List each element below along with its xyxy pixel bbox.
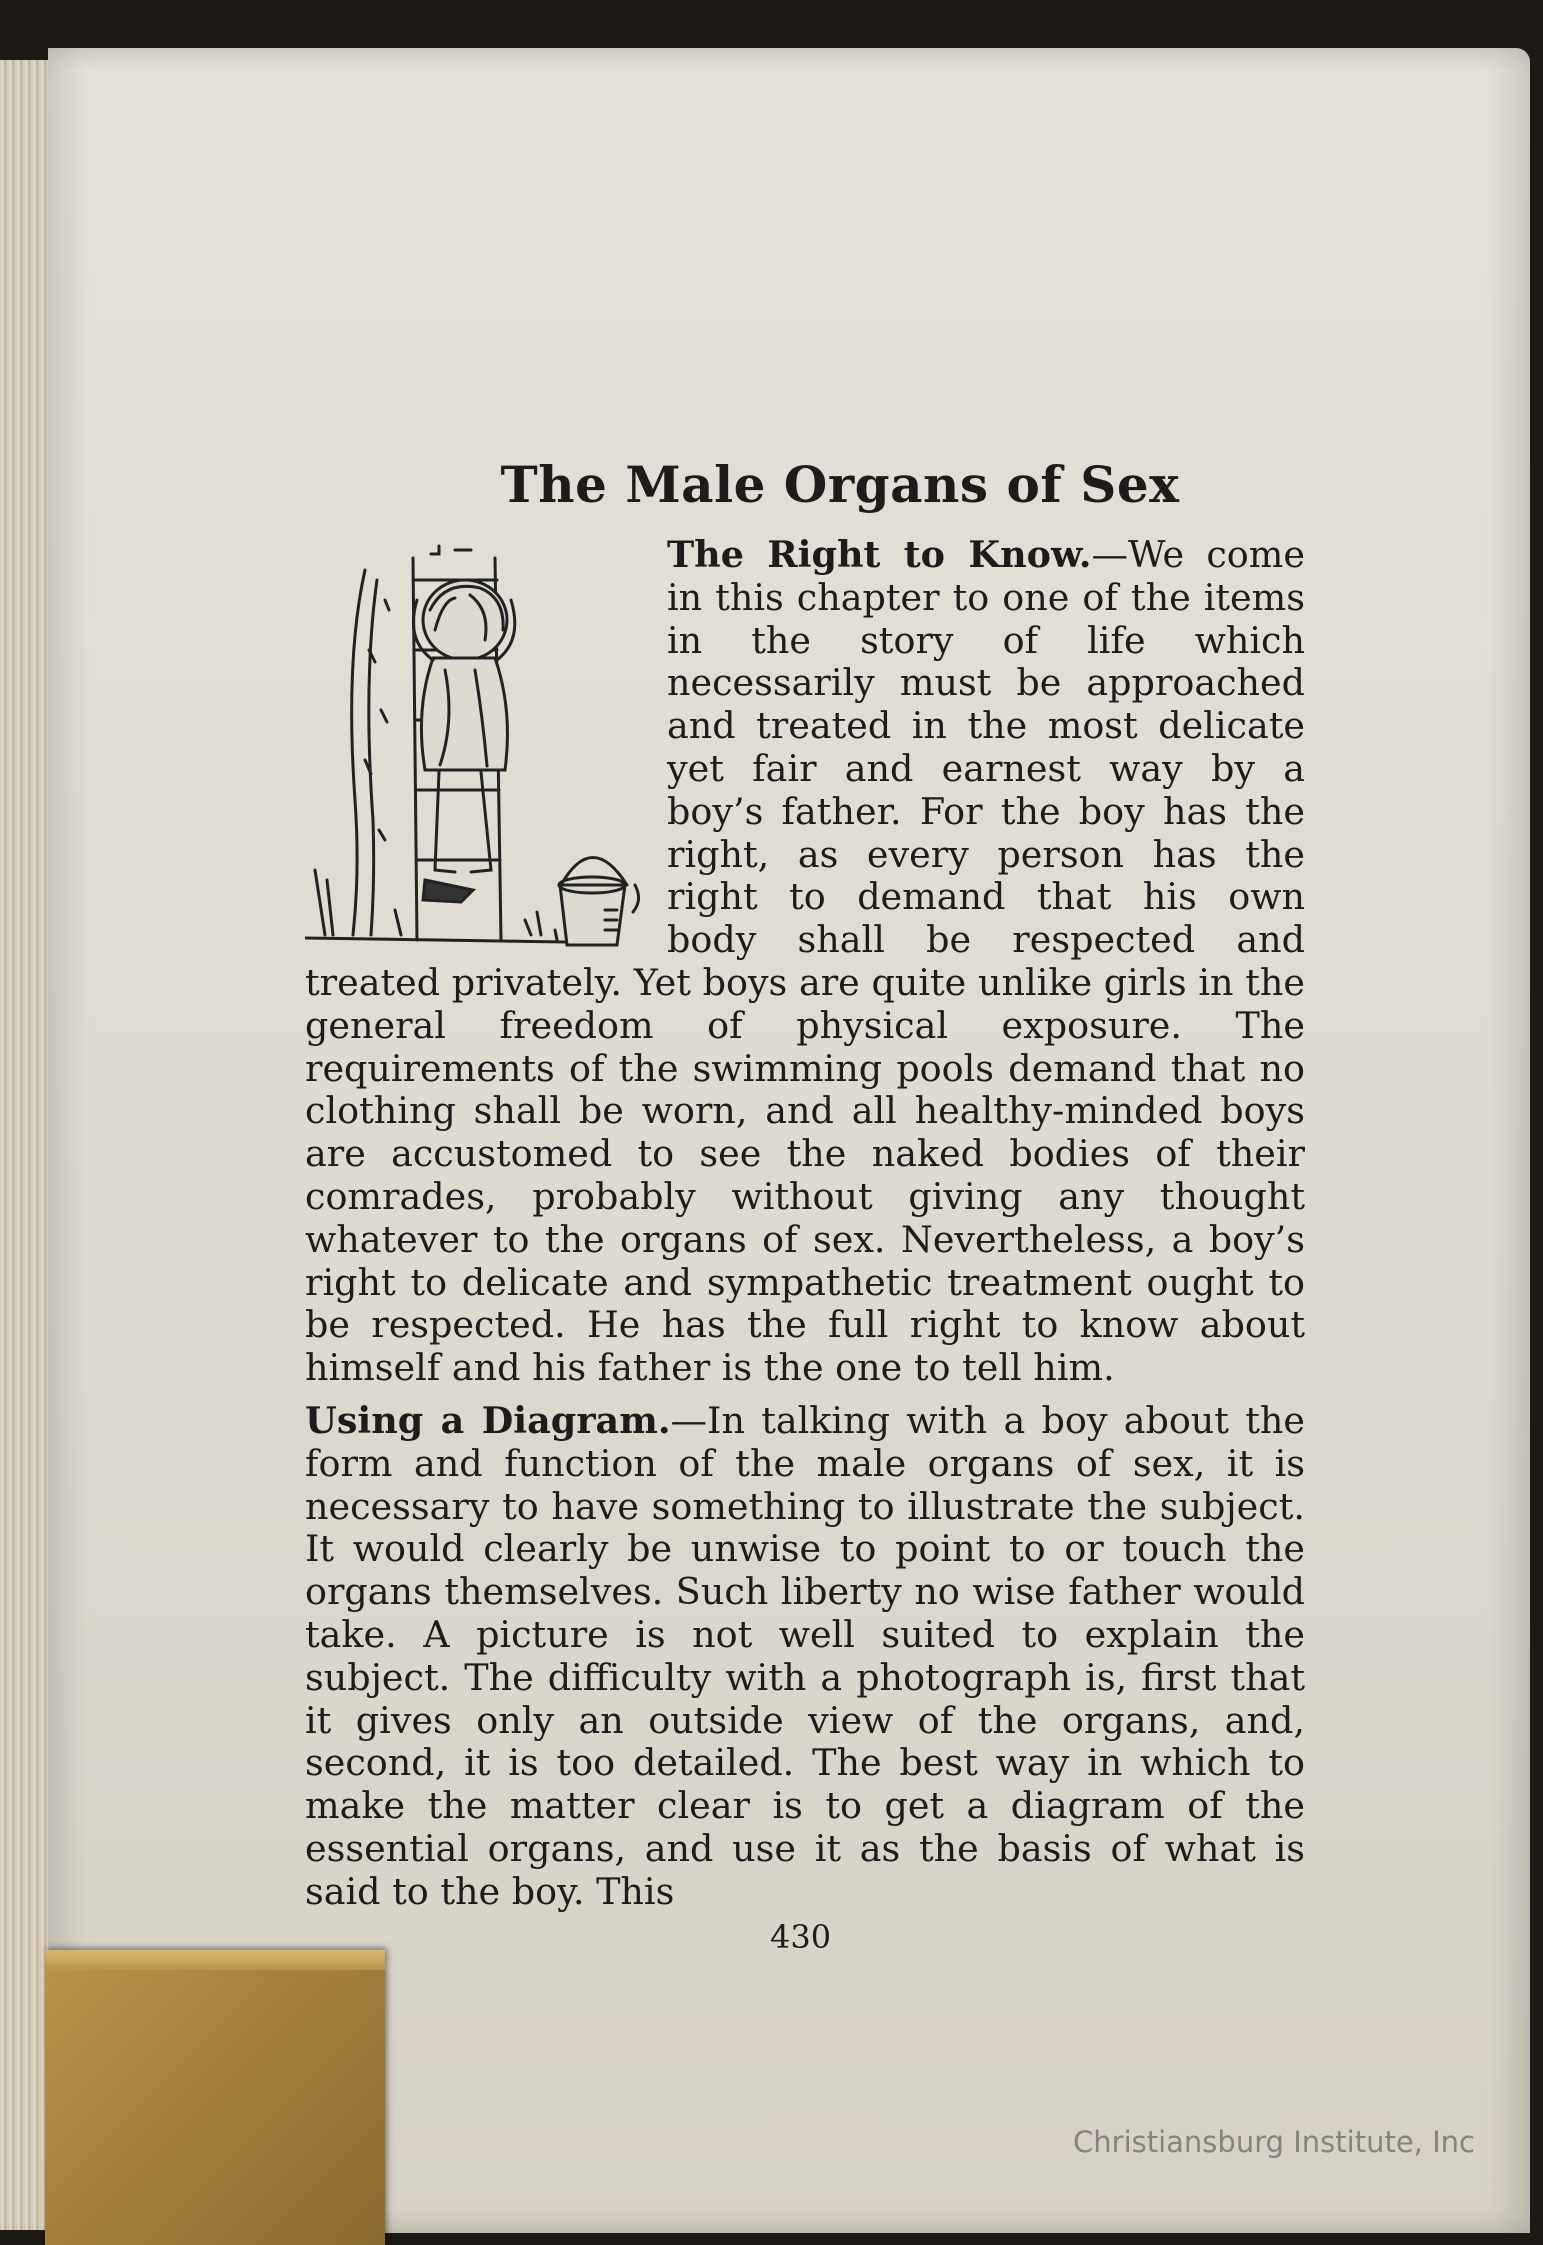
run-in-heading: Using a Diagram. — [305, 1398, 671, 1442]
bookmark-tab — [45, 1950, 385, 2245]
page-content — [305, 455, 1305, 1914]
page-number: 430 — [770, 1918, 832, 1956]
paragraph-using-a-diagram — [305, 1400, 1305, 1914]
paragraph-text: —In talking with a boy about the form and function of the male organs of sex, it is necessary to have something to illustrate the subject. It would clearly be unwise to point to or touch the organs themselves. Such liberty no wise father would take. A picture is not well suited to explain the subject. The difficulty with a photograph is, first that it gives only an outside view of the organs, and, second, it is too detailed. The best way in which to make the matter clear is to get a diagram of the essential organs, and use it as the basis of what is said to the boy. This — [305, 1398, 1305, 1913]
boy-climbing-ladder-illustration — [305, 540, 645, 960]
chapter-title: The Male Organs of Sex — [500, 455, 1180, 514]
paragraph-text: —We come in this chapter to one of the items in the story of life which necessarily must be approached and treated in the most delicate yet fair and earnest way by a boy’s father. For the boy has the right, as every person has the right to demand that his own body shall be respected and treated privately. Yet boys are quite unlike girls in the general freedom of physical exposure. The requirements of the swimming pools demand that no clothing shall be worn, and all healthy-minded boys are accustomed to see the naked bodies of their comrades, probably without giving any thought whatever to the organs of sex. Nevertheless, a boy’s right to delicate and sympathetic treatment ought to be respected. He has the full right to know about himself and his father is the one to tell him. — [305, 533, 1305, 1390]
run-in-heading: The Right to Know. — [667, 533, 1092, 576]
watermark-text: Christiansburg Institute, Inc — [1073, 2125, 1475, 2159]
